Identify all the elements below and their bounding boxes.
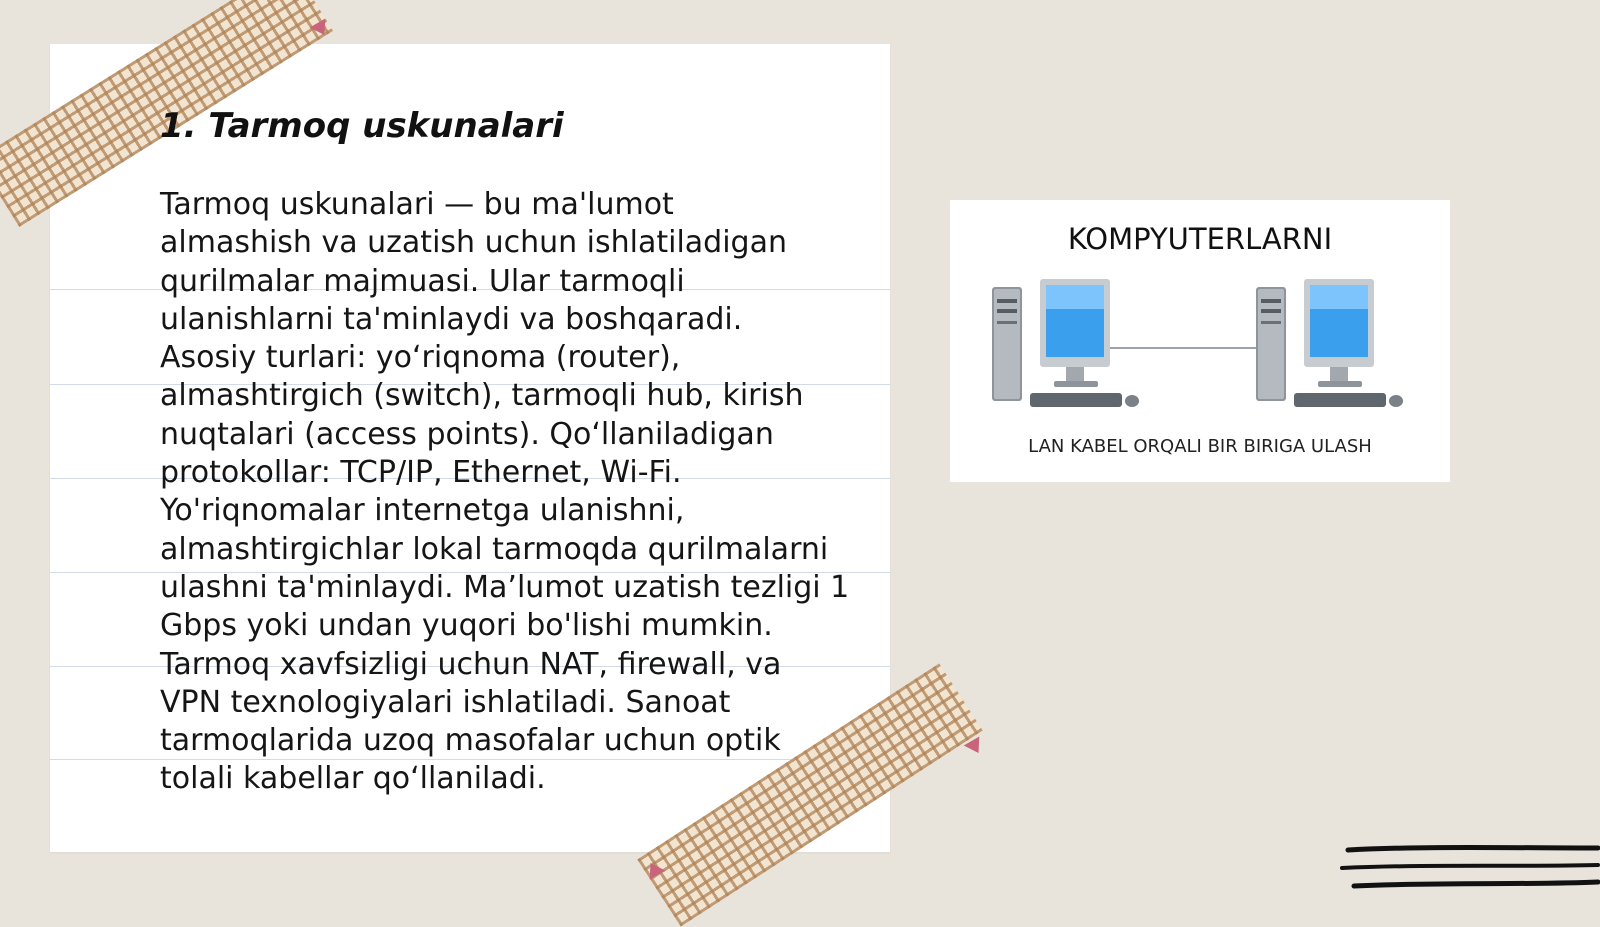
computer-icon — [1256, 279, 1403, 407]
figure-caption: LAN KABEL ORQALI BIR BIRIGA ULASH — [1028, 436, 1372, 457]
decorative-brush-lines — [1340, 842, 1600, 900]
computer-icon — [992, 279, 1139, 407]
slide-body-text: Tarmoq uskunalari — bu ma'lumot almashish va uzatish uchun ishlatiladigan qurilmalar majmuasi. Ular tarmoqli ulanishlarni ta'minlaydi va boshqaradi. Asosiy turlari: yo‘riqnoma (router), almashtirgich (switch), tarmoqli hub, kirish nuqtalari (access points). Qo‘llaniladigan protokollar: TCP/IP, Ethernet, Wi-Fi. Yo'riqnomalar internetga ulanishni, almashtirgichlar lokal tarmoqda qurilmalarni ulashni ta'minlaydi. Ma’lumot uzatish tezligi 1 Gbps yoki undan yuqori bo'lishi mumkin. Tarmoq xavfsizligi uchun NAT, firewall, va VPN texnologiyalari ishlatiladi. Sanoat tarmoqlarida uzoq masofalar uchun optik tolali kabellar qo‘llaniladi. — [160, 187, 850, 797]
slide-title: 1. Tarmoq uskunalari — [160, 106, 564, 146]
lan-connection-diagram — [950, 275, 1450, 425]
figure-title: KOMPYUTERLARNI — [1067, 222, 1333, 256]
lan-figure — [950, 200, 1450, 482]
